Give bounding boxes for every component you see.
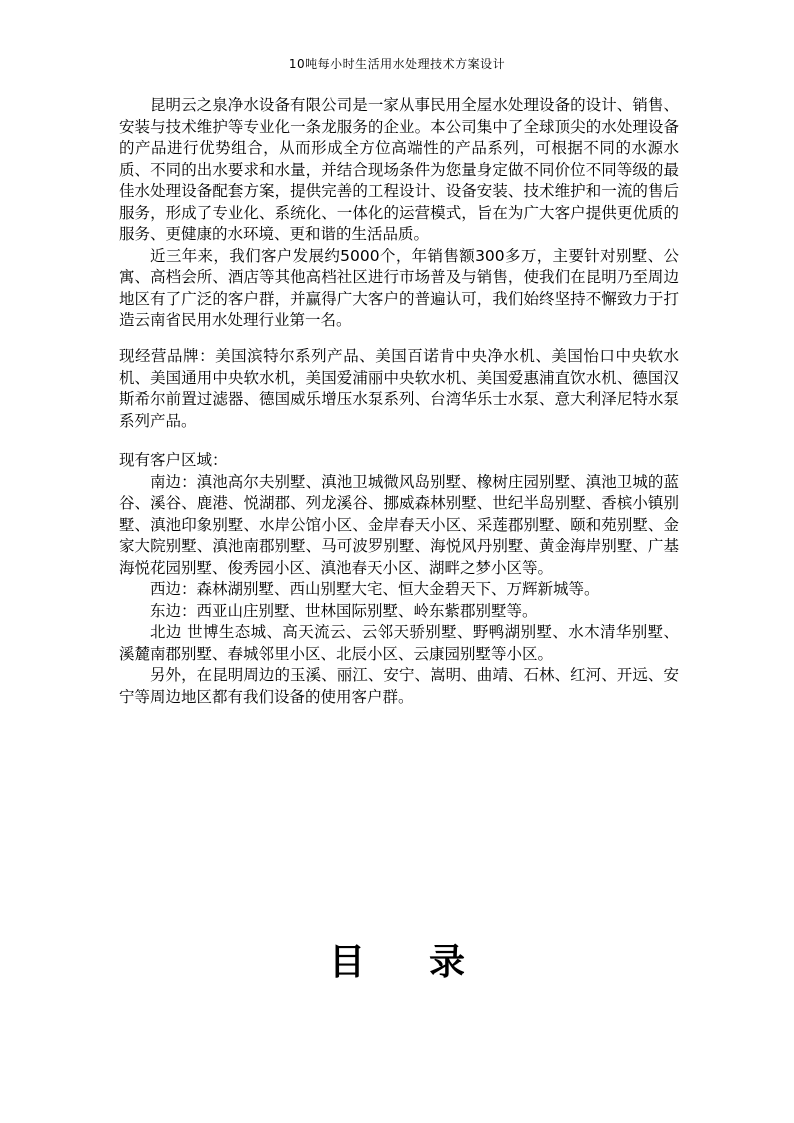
brands-paragraph: 现经营品牌：美国滨特尔系列产品、美国百诺肯中央净水机、美国怡口中央软水机、美国通用中央软水机，美国爱浦丽中央软水机、美国爱惠浦直饮水机、德国汉斯希尔前置过滤器、德国威乐增压水泵系列、台湾华乐士水泵、意大利泽尼特水泵系列产品。 (119, 347, 679, 430)
brands-section (119, 346, 679, 432)
toc-title-char-1: 目 (328, 942, 365, 983)
regions-west: 西边：森林湖别墅、西山别墅大宅、恒大金碧天下、万辉新城等。 (150, 580, 600, 598)
company-intro-section (119, 95, 679, 332)
regions-heading: 现有客户区域： (119, 451, 228, 469)
page-header: 10吨每小时生活用水处理技术方案设计 (288, 57, 506, 71)
regions-east: 东边：西亚山庄别墅、世林国际别墅、岭东紫郡别墅等。 (150, 601, 538, 620)
toc-title-char-2: 录 (429, 942, 466, 983)
customer-regions-section (119, 450, 679, 708)
intro-paragraph-2: 近三年来，我们客户发展约5000个，年销售额300多万，主要针对别墅、公寓、高档会所、酒店等其他高档社区进行市场普及与销售，使我们在昆明乃至周边地区有了广泛的客户群，并赢得广大客户的普遍认可，我们始终坚持不懈致力于打造云南省民用水处理行业第一名。 (119, 246, 679, 329)
table-of-contents-title (0, 941, 794, 985)
regions-south: 南边：滇池高尔夫别墅、滇池卫城微风岛别墅、橡树庄园别墅、滇池卫城的蓝谷、溪谷、鹿港、悦湖郡、列龙溪谷、挪威森林别墅、世纪半岛别墅、香槟小镇别墅、滇池印象别墅、水岸公馆小区、金岸春天小区、采莲郡别墅、颐和苑别墅、金家大院别墅、滇池南郡别墅、马可波罗别墅、海悦风丹别墅、黄金海岸别墅、广基海悦花园别墅、俊秀园小区、滇池春天小区、湖畔之梦小区等。 (119, 472, 679, 577)
intro-paragraph-1: 昆明云之泉净水设备有限公司是一家从事民用全屋水处理设备的设计、销售、安装与技术维护等专业化一条龙服务的企业。本公司集中了全球顶尖的水处理设备的产品进行优势组合，从而形成全方位高端性的产品系列，可根据不同的水源水质、不同的出水要求和水量，并结合现场条件为您量身定做不同价位不同等级的最佳水处理设备配套方案，提供完善的工程设计、设备安装、技术维护和一流的售后服务，形成了专业化、系统化、一体化的运营模式，旨在为广大客户提供更优质的服务、更健康的水环境、更和谐的生活品质。 (119, 96, 679, 243)
regions-other: 另外，在昆明周边的玉溪、丽江、安宁、嵩明、曲靖、石林、红河、开远、安宁等周边地区都有我们设备的使用客户群。 (119, 666, 679, 706)
regions-north: 北边 世博生态城、高天流云、云邻天骄别墅、野鸭湖别墅、水木清华别墅、溪麓南郡别墅、春城邻里小区、北辰小区、云康园别墅等小区。 (119, 623, 679, 663)
